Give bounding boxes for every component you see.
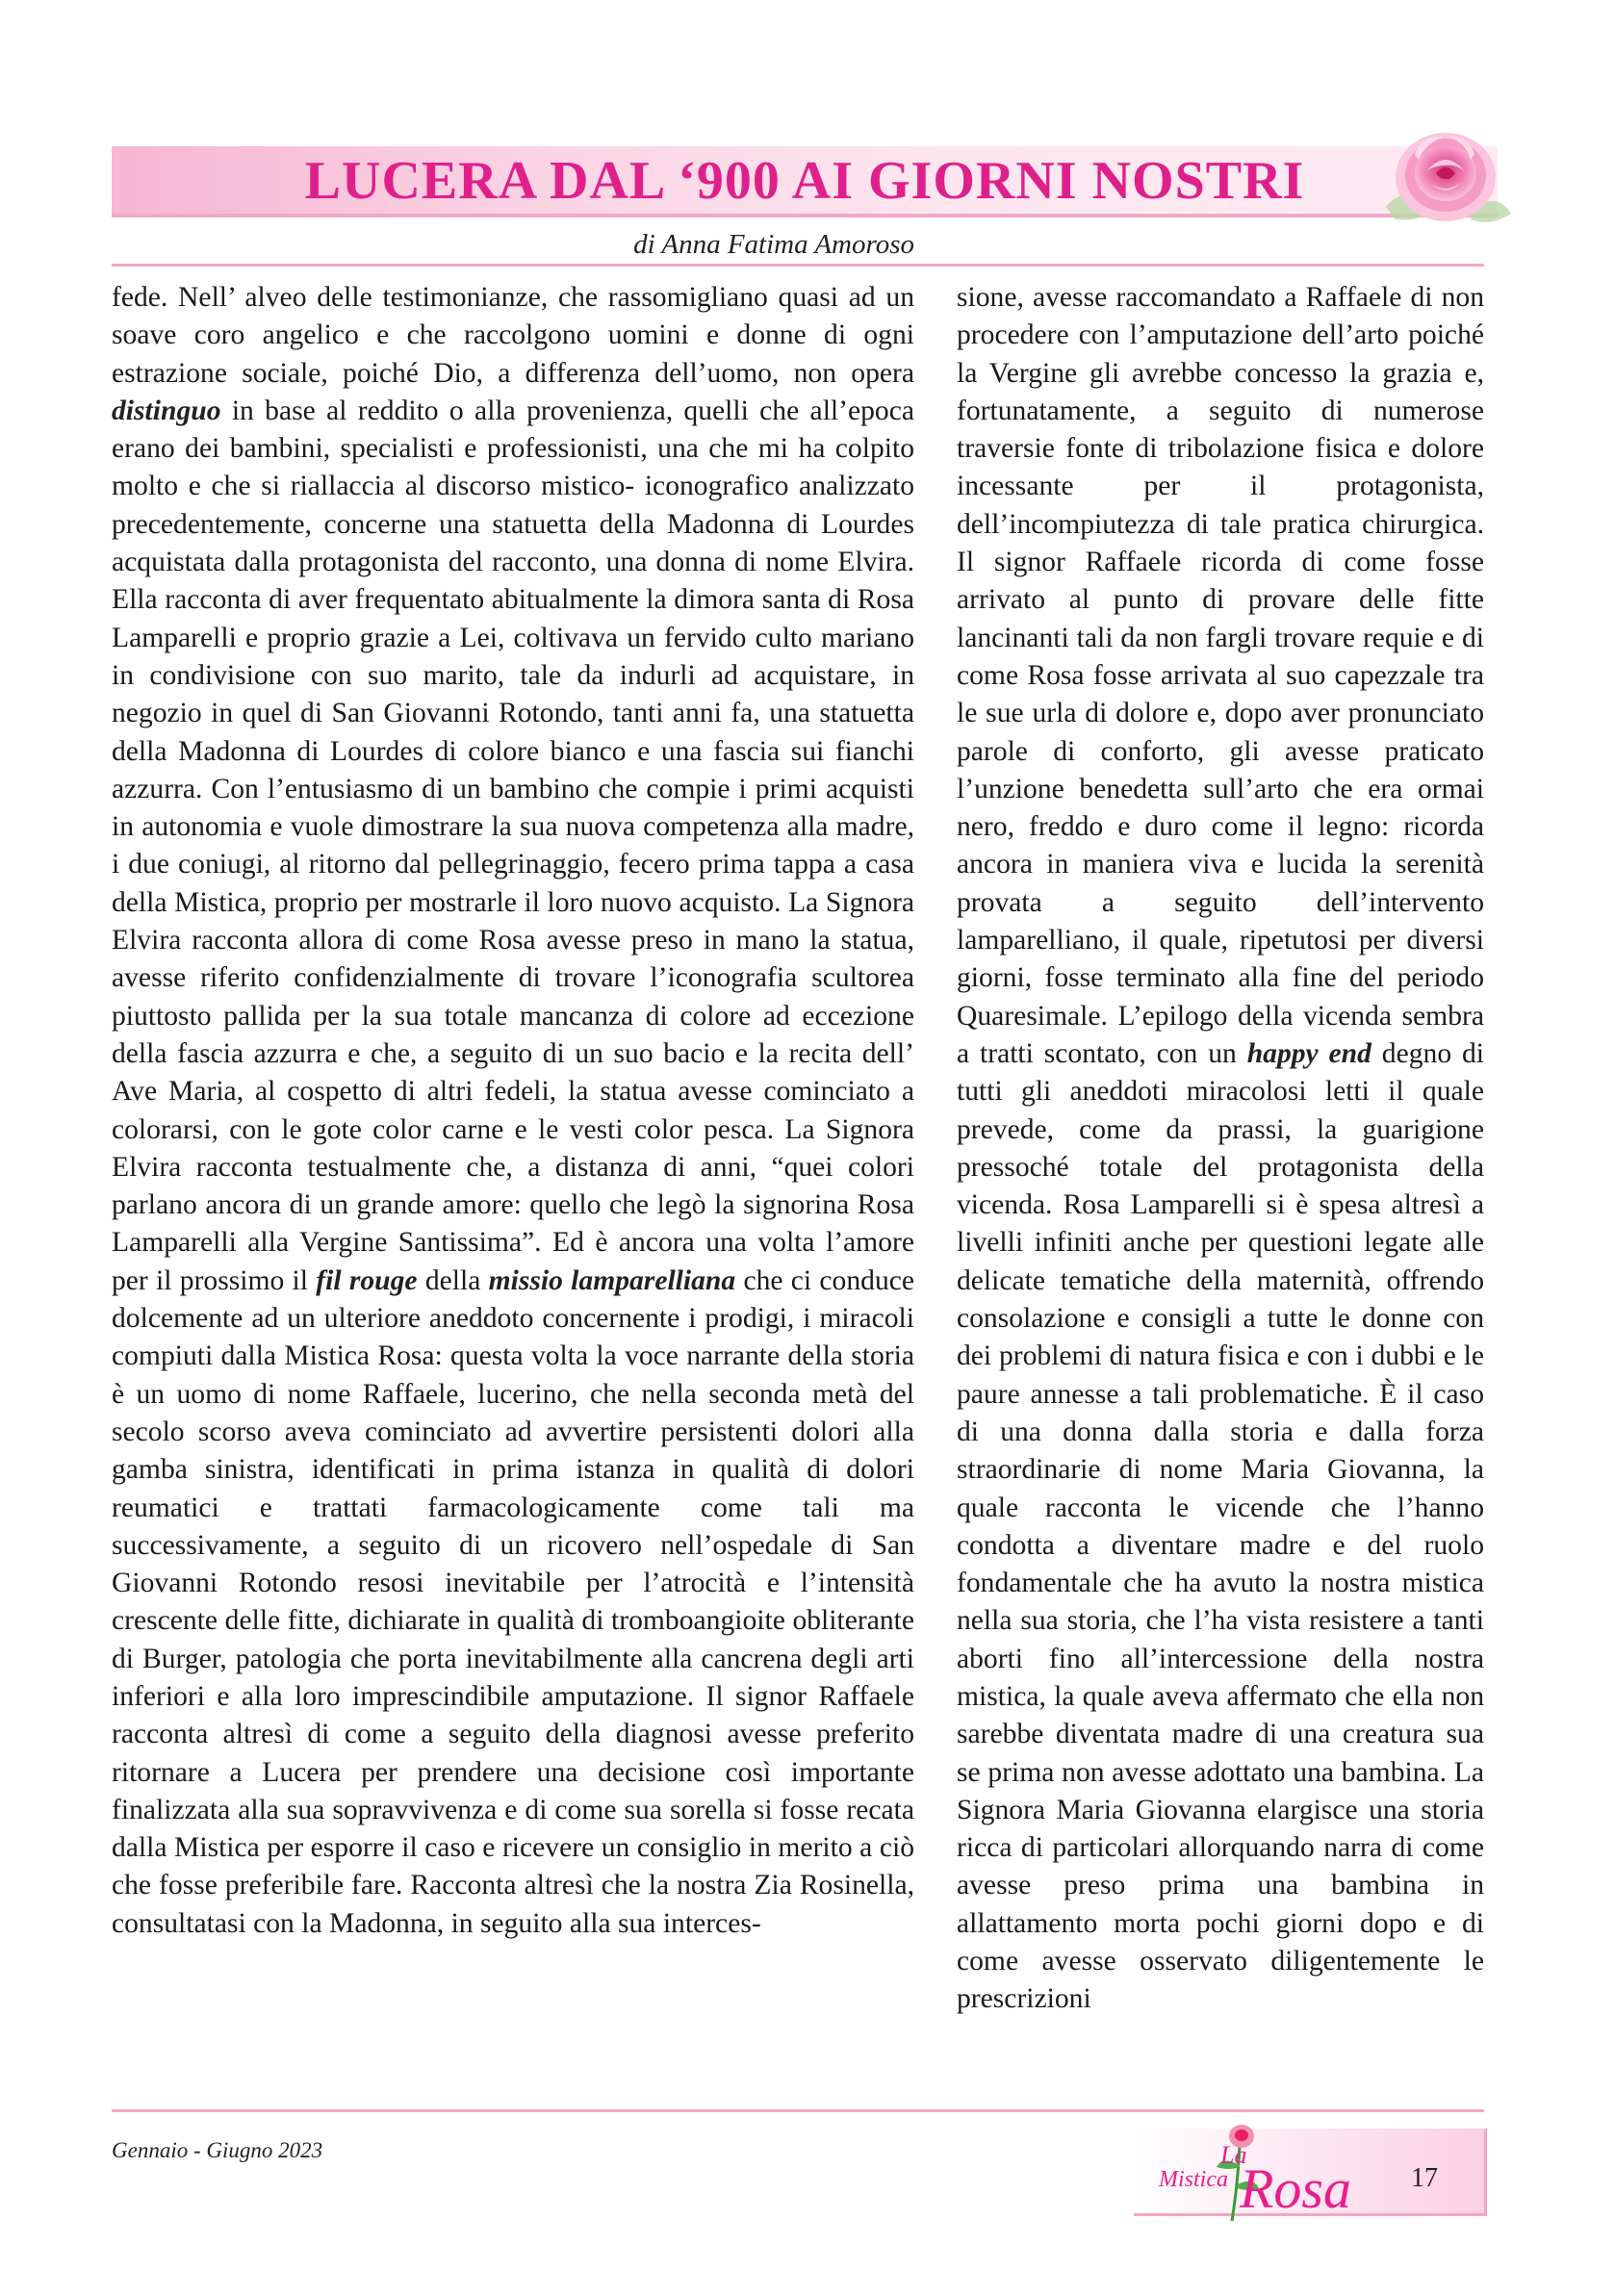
- article-column-right: [957, 279, 1484, 2019]
- article-segment: degno di tutti gli aneddoti miracolosi letti il quale prevede, come da prassi, la guarigione pressoché totale del protagonista della vicenda. Rosa Lamparelli si è spesa altresì a livelli infiniti anche per questioni legate alle delicate tematiche della maternità, offrendo consolazione e consigli a tutte le donne con dei problemi di natura fisica e con i dubbi e le paure annesse a tali problematiche. È il caso di una donna dalla storia e dalla forza straordinarie di nome Maria Giovanna, la quale racconta le vicende che l’hanno condotta a diventare madre e del ruolo fondamentale che ha avuto la nostra mistica nella sua storia, che l’ha vista resistere a tanti aborti fino all’intercessione della nostra mistica, la quale aveva affermato che ella non sarebbe diventata madre di una creatura sua se prima non avesse adottato una bambina. La Signora Maria Giovanna elargisce una storia ricca di particolari allorquando narra di come avesse preso prima una bambina in allattamento morta pochi giorni dopo e di come avesse osservato diligentemente le prescrizioni: [957, 1037, 1485, 2015]
- emphasized-phrase: fil rouge: [316, 1264, 418, 1296]
- emphasized-phrase: happy end: [1246, 1037, 1371, 1069]
- top-divider: [112, 264, 1484, 267]
- article-segment: della: [417, 1264, 489, 1296]
- issue-date: Gennaio - Giugno 2023: [112, 2138, 323, 2162]
- logo-text-mistica: Mistica: [1159, 2167, 1228, 2192]
- logo-text-la: La: [1220, 2141, 1247, 2169]
- logo-text-rosa: Rosa: [1240, 2157, 1351, 2220]
- article-segment: in base al reddito o alla provenienza, quelli che all’epoca erano dei bambini, specialisti e professionisti, una che mi ha colpito molto e che si riallaccia al discorso mistico- iconografico analizzato precedentemente, concerne una statuetta della Madonna di Lourdes acquistata dalla protagonista del racconto, una donna di nome Elvira. Ella racconta di aver frequentato abitualmente la dimora santa di Rosa Lamparelli e proprio grazie a Lei, coltivava un fervido culto mariano in condivisione con suo marito, tale da indurli ad acquistare, in negozio in quel di San Giovanni Rotondo, tanti anni fa, una statuetta della Madonna di Lourdes di colore bianco e una fascia sui fianchi azzurra. Con l’entusiasmo di un bambino che compie i primi acquisti in autonomia e vuole dimostrare la sua nuova competenza alla madre, i due coniugi, al ritorno dal pellegrinaggio, fecero prima tappa a casa della Mistica, proprio per mostrarle il loro nuovo acquisto. La Signora Elvira racconta allora di come Rosa avesse preso in mano la statua, avesse riferito confidenzialmente di trovare l’iconografia scultorea piuttosto pallida per la sua totale mancanza di colore ad eccezione della fascia azzurra e che, a seguito di un suo bacio e la recita dell’ Ave Maria, al cospetto di altri fedeli, la statua avesse cominciato a colorarsi, con le gote color carne e le vesti color pesca. La Signora Elvira racconta testualmente che, a distanza di anni, “quei colori parlano ancora di un grande amore: quello che legò la signorina Rosa Lamparelli alla Vergine Santissima”. Ed è ancora una volta l’amore per il prossimo il: [112, 395, 914, 1296]
- emphasized-phrase: distinguo: [112, 395, 221, 426]
- article-column-left: [112, 279, 914, 1943]
- article-segment: sione, avesse raccomandato a Raffaele di non procedere con l’amputazione dell’arto poiché la Vergine gli avrebbe concesso la grazia e, fortunatamente, a seguito di numerose traversie fonte di tribolazione fisica e dolore incessante per il protagonista, dell’incompiutezza di tale pratica chirurgica. Il signor Raffaele ricorda di come fosse arrivato al punto di provare delle fitte lancinanti tali da non fargli trovare requie e di come Rosa fosse arrivata al suo capezzale tra le sue urla di dolore e, dopo aver pronunciato parole di conforto, gli avesse praticato l’unzione benedetta sull’arto che era ormai nero, freddo e duro come il legno: ricorda ancora in maniera viva e lucida la serenità provata a seguito dell’intervento lamparelliano, il quale, ripetutosi per diversi giorni, fosse terminato alla fine del periodo Quaresimale. L’epilogo della vicenda sembra a tratti scontato, con un: [957, 282, 1484, 1069]
- article-text-left: [112, 279, 914, 1943]
- article-text-right: [957, 279, 1484, 2019]
- emphasized-phrase: missio lamparelliana: [488, 1264, 736, 1296]
- article-segment: fede. Nell’ alveo delle testimonianze, che rassomigliano quasi ad un soave coro angelico e che raccolgono uomini e donne di ogni estrazione sociale, poiché Dio, a differenza dell’uomo, non opera: [112, 282, 914, 389]
- article-segment: che ci conduce dolcemente ad un ulteriore aneddoto concernente i prodigi, i miracoli compiuti dalla Mistica Rosa: questa volta la voce narrante della storia è un uomo di nome Raffaele, lucerino, che nella seconda metà del secolo scorso aveva cominciato ad avvertire persistenti dolori alla gamba sinistra, identificati in prima istanza in qualità di dolori reumatici e trattati farmacologicamente come tali ma successivamente, a seguito di un ricovero nell’ospedale di San Giovanni Rotondo resosi inevitabile per l’atrocità e l’intensità crescente delle fitte, dichiarate in qualità di tromboangioite obliterante di Burger, patologia che porta inevitabilmente alla cancrena degli arti inferiori e alla loro imprescindibile amputazione. Il signor Raffaele racconta altresì di come a seguito della diagnosi avesse preferito ritornare a Lucera per prendere una decisione così importante finalizzata alla sua sopravvivenza e di come sua sorella si fosse recata dalla Mistica per esporre il caso e ricevere un consiglio in merito a ciò che fosse preferibile fare. Racconta altresì che la nostra Zia Rosinella, consultatasi con la Madonna, in seguito alla sua interces-: [112, 1264, 915, 1939]
- page-number: 17: [1411, 2163, 1438, 2193]
- byline: di Anna Fatima Amoroso: [633, 229, 914, 260]
- page-title: LUCERA DAL ‘900 AI GIORNI NOSTRI: [304, 151, 1305, 211]
- pink-rose-icon: [1367, 115, 1521, 241]
- rose-stem-icon: [1116, 2107, 1405, 2232]
